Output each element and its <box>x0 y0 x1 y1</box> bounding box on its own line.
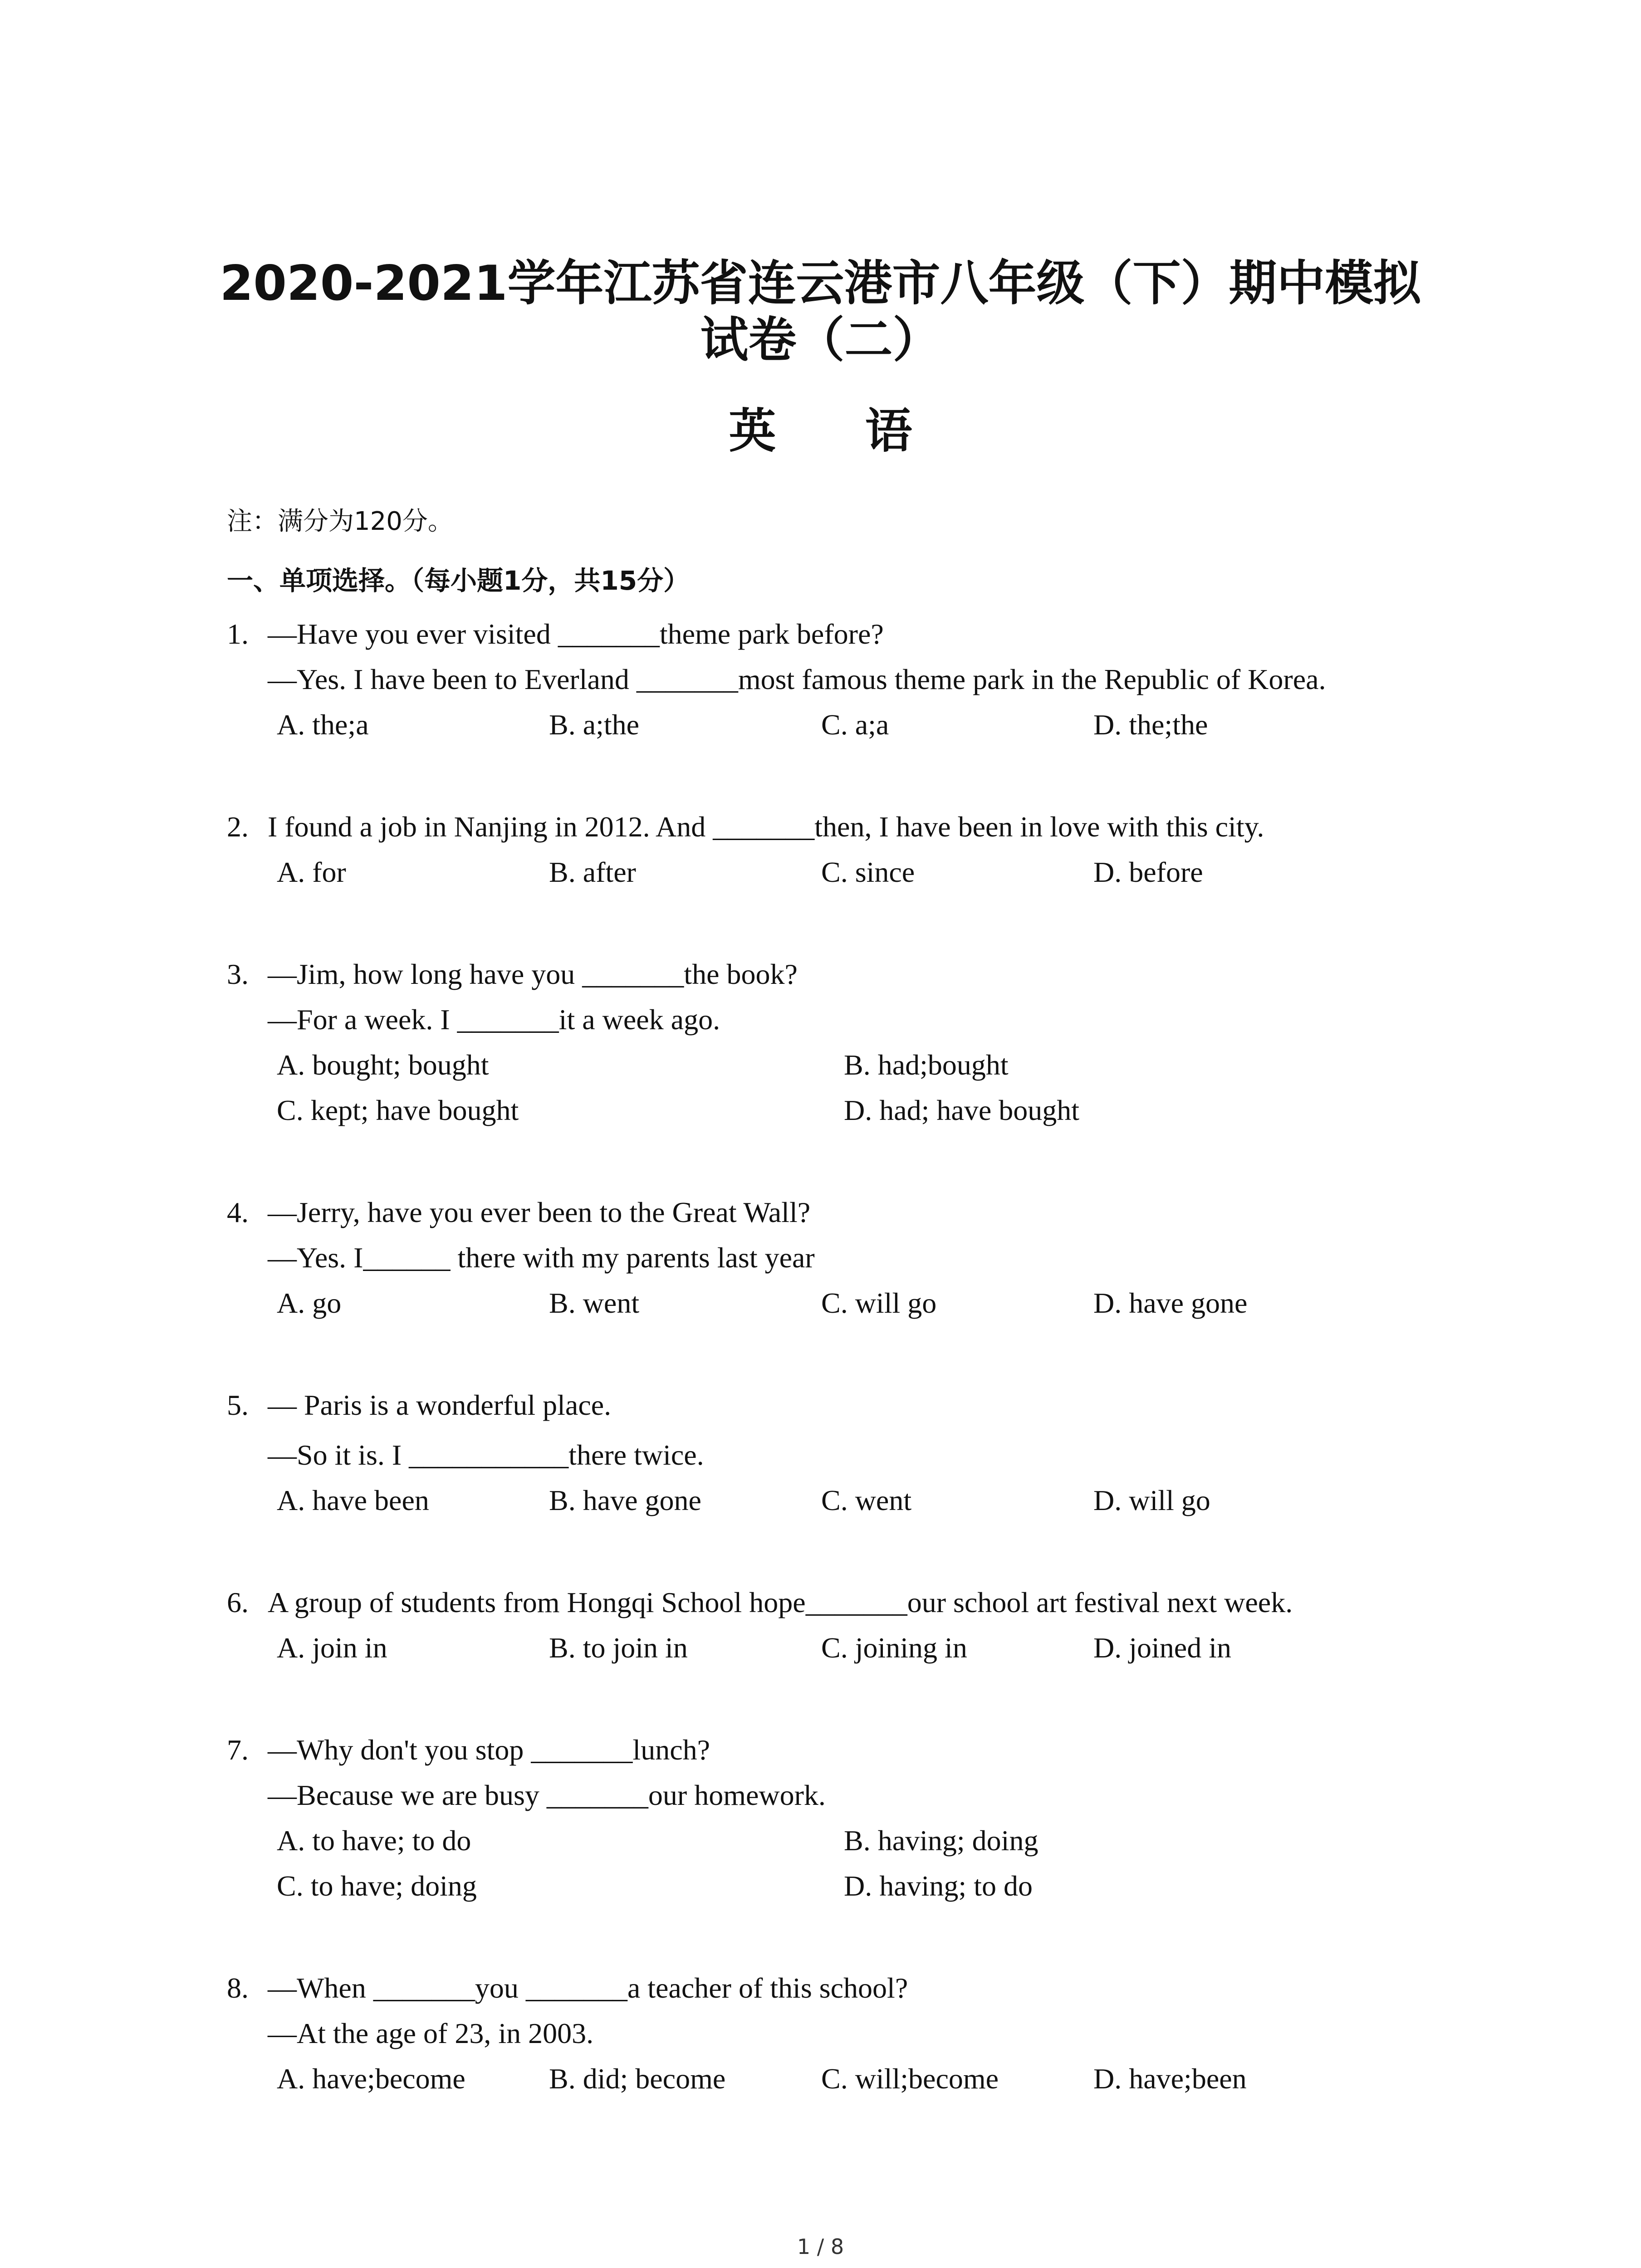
question-7-option-a: A. to have; to do <box>277 1824 471 1857</box>
question-1-number: 1. <box>227 618 249 650</box>
subject-heading: 英 语 <box>729 403 949 459</box>
question-4-option-b: B. went <box>549 1287 640 1319</box>
question-6-option-b: B. to join in <box>549 1632 688 1664</box>
question-5-line-2: —So it is. I ___________there twice. <box>268 1439 704 1471</box>
question-1-option-c: C. a;a <box>821 709 889 741</box>
question-5-number: 5. <box>227 1389 249 1421</box>
question-2-option-c: C. since <box>821 856 915 888</box>
question-2-line-1: I found a job in Nanjing in 2012. And _______then, I have been in love with this city. <box>268 811 1264 843</box>
question-3-number: 3. <box>227 958 249 990</box>
question-4-line-2: —Yes. I______ there with my parents last year <box>268 1242 815 1274</box>
question-7-option-c: C. to have; doing <box>277 1870 477 1902</box>
question-8-line-2: —At the age of 23, in 2003. <box>268 2017 594 2049</box>
question-6-line-1: A group of students from Hongqi School hope_______our school art festival next week. <box>268 1586 1293 1618</box>
question-5-option-a: A. have been <box>277 1484 429 1516</box>
question-4-line-1: —Jerry, have you ever been to the Great Wall? <box>268 1196 811 1228</box>
question-7-option-b: B. having; doing <box>844 1824 1038 1857</box>
score-note: 注：满分为120分。 <box>227 507 453 536</box>
question-2-option-a: A. for <box>277 856 346 888</box>
question-2-option-b: B. after <box>549 856 636 888</box>
question-3-line-1: —Jim, how long have you _______the book? <box>268 958 798 990</box>
question-2-option-d: D. before <box>1093 856 1203 888</box>
question-7-number: 7. <box>227 1734 249 1766</box>
question-3-option-c: C. kept; have bought <box>277 1094 519 1126</box>
question-1-option-d: D. the;the <box>1093 709 1208 741</box>
page-number: 1 / 8 <box>797 2234 844 2259</box>
question-3-line-2: —For a week. I _______it a week ago. <box>268 1003 720 1036</box>
question-4-option-d: D. have gone <box>1093 1287 1248 1319</box>
question-4-option-c: C. will go <box>821 1287 937 1319</box>
question-5-option-c: C. went <box>821 1484 912 1516</box>
question-7-line-1: —Why don't you stop _______lunch? <box>268 1734 710 1766</box>
question-1-line-1: —Have you ever visited _______theme park before? <box>268 618 884 650</box>
section-heading: 一、单项选择。（每小题1分，共15分） <box>227 565 690 596</box>
question-3-option-a: A. bought; bought <box>277 1049 489 1081</box>
question-1-option-a: A. the;a <box>277 709 369 741</box>
question-5-option-b: B. have gone <box>549 1484 701 1516</box>
question-8-option-a: A. have;become <box>277 2063 465 2095</box>
exam-title-line-2: 试卷（二） <box>700 312 941 368</box>
question-8-option-b: B. did; become <box>549 2063 726 2095</box>
question-7-option-d: D. having; to do <box>844 1870 1033 1902</box>
question-4-number: 4. <box>227 1196 249 1228</box>
question-6-option-c: C. joining in <box>821 1632 967 1664</box>
question-8-option-c: C. will;become <box>821 2063 999 2095</box>
exam-title-line-1: 2020-2021学年江苏省连云港市八年级（下）期中模拟 <box>220 255 1421 311</box>
question-2-number: 2. <box>227 811 249 843</box>
question-8-option-d: D. have;been <box>1093 2063 1247 2095</box>
question-1-option-b: B. a;the <box>549 709 640 741</box>
question-8-line-1: —When _______you _______a teacher of this school? <box>268 1972 908 2004</box>
question-3-option-b: B. had;bought <box>844 1049 1009 1081</box>
question-1-line-2: —Yes. I have been to Everland _______most famous theme park in the Republic of Korea. <box>268 663 1326 695</box>
question-5-line-1: — Paris is a wonderful place. <box>268 1389 612 1421</box>
question-6-number: 6. <box>227 1586 249 1618</box>
question-6-option-d: D. joined in <box>1093 1632 1231 1664</box>
question-5-option-d: D. will go <box>1093 1484 1210 1516</box>
question-6-option-a: A. join in <box>277 1632 387 1664</box>
question-4-option-a: A. go <box>277 1287 342 1319</box>
question-3-option-d: D. had; have bought <box>844 1094 1079 1126</box>
question-8-number: 8. <box>227 1972 249 2004</box>
question-7-line-2: —Because we are busy _______our homework. <box>268 1779 826 1811</box>
